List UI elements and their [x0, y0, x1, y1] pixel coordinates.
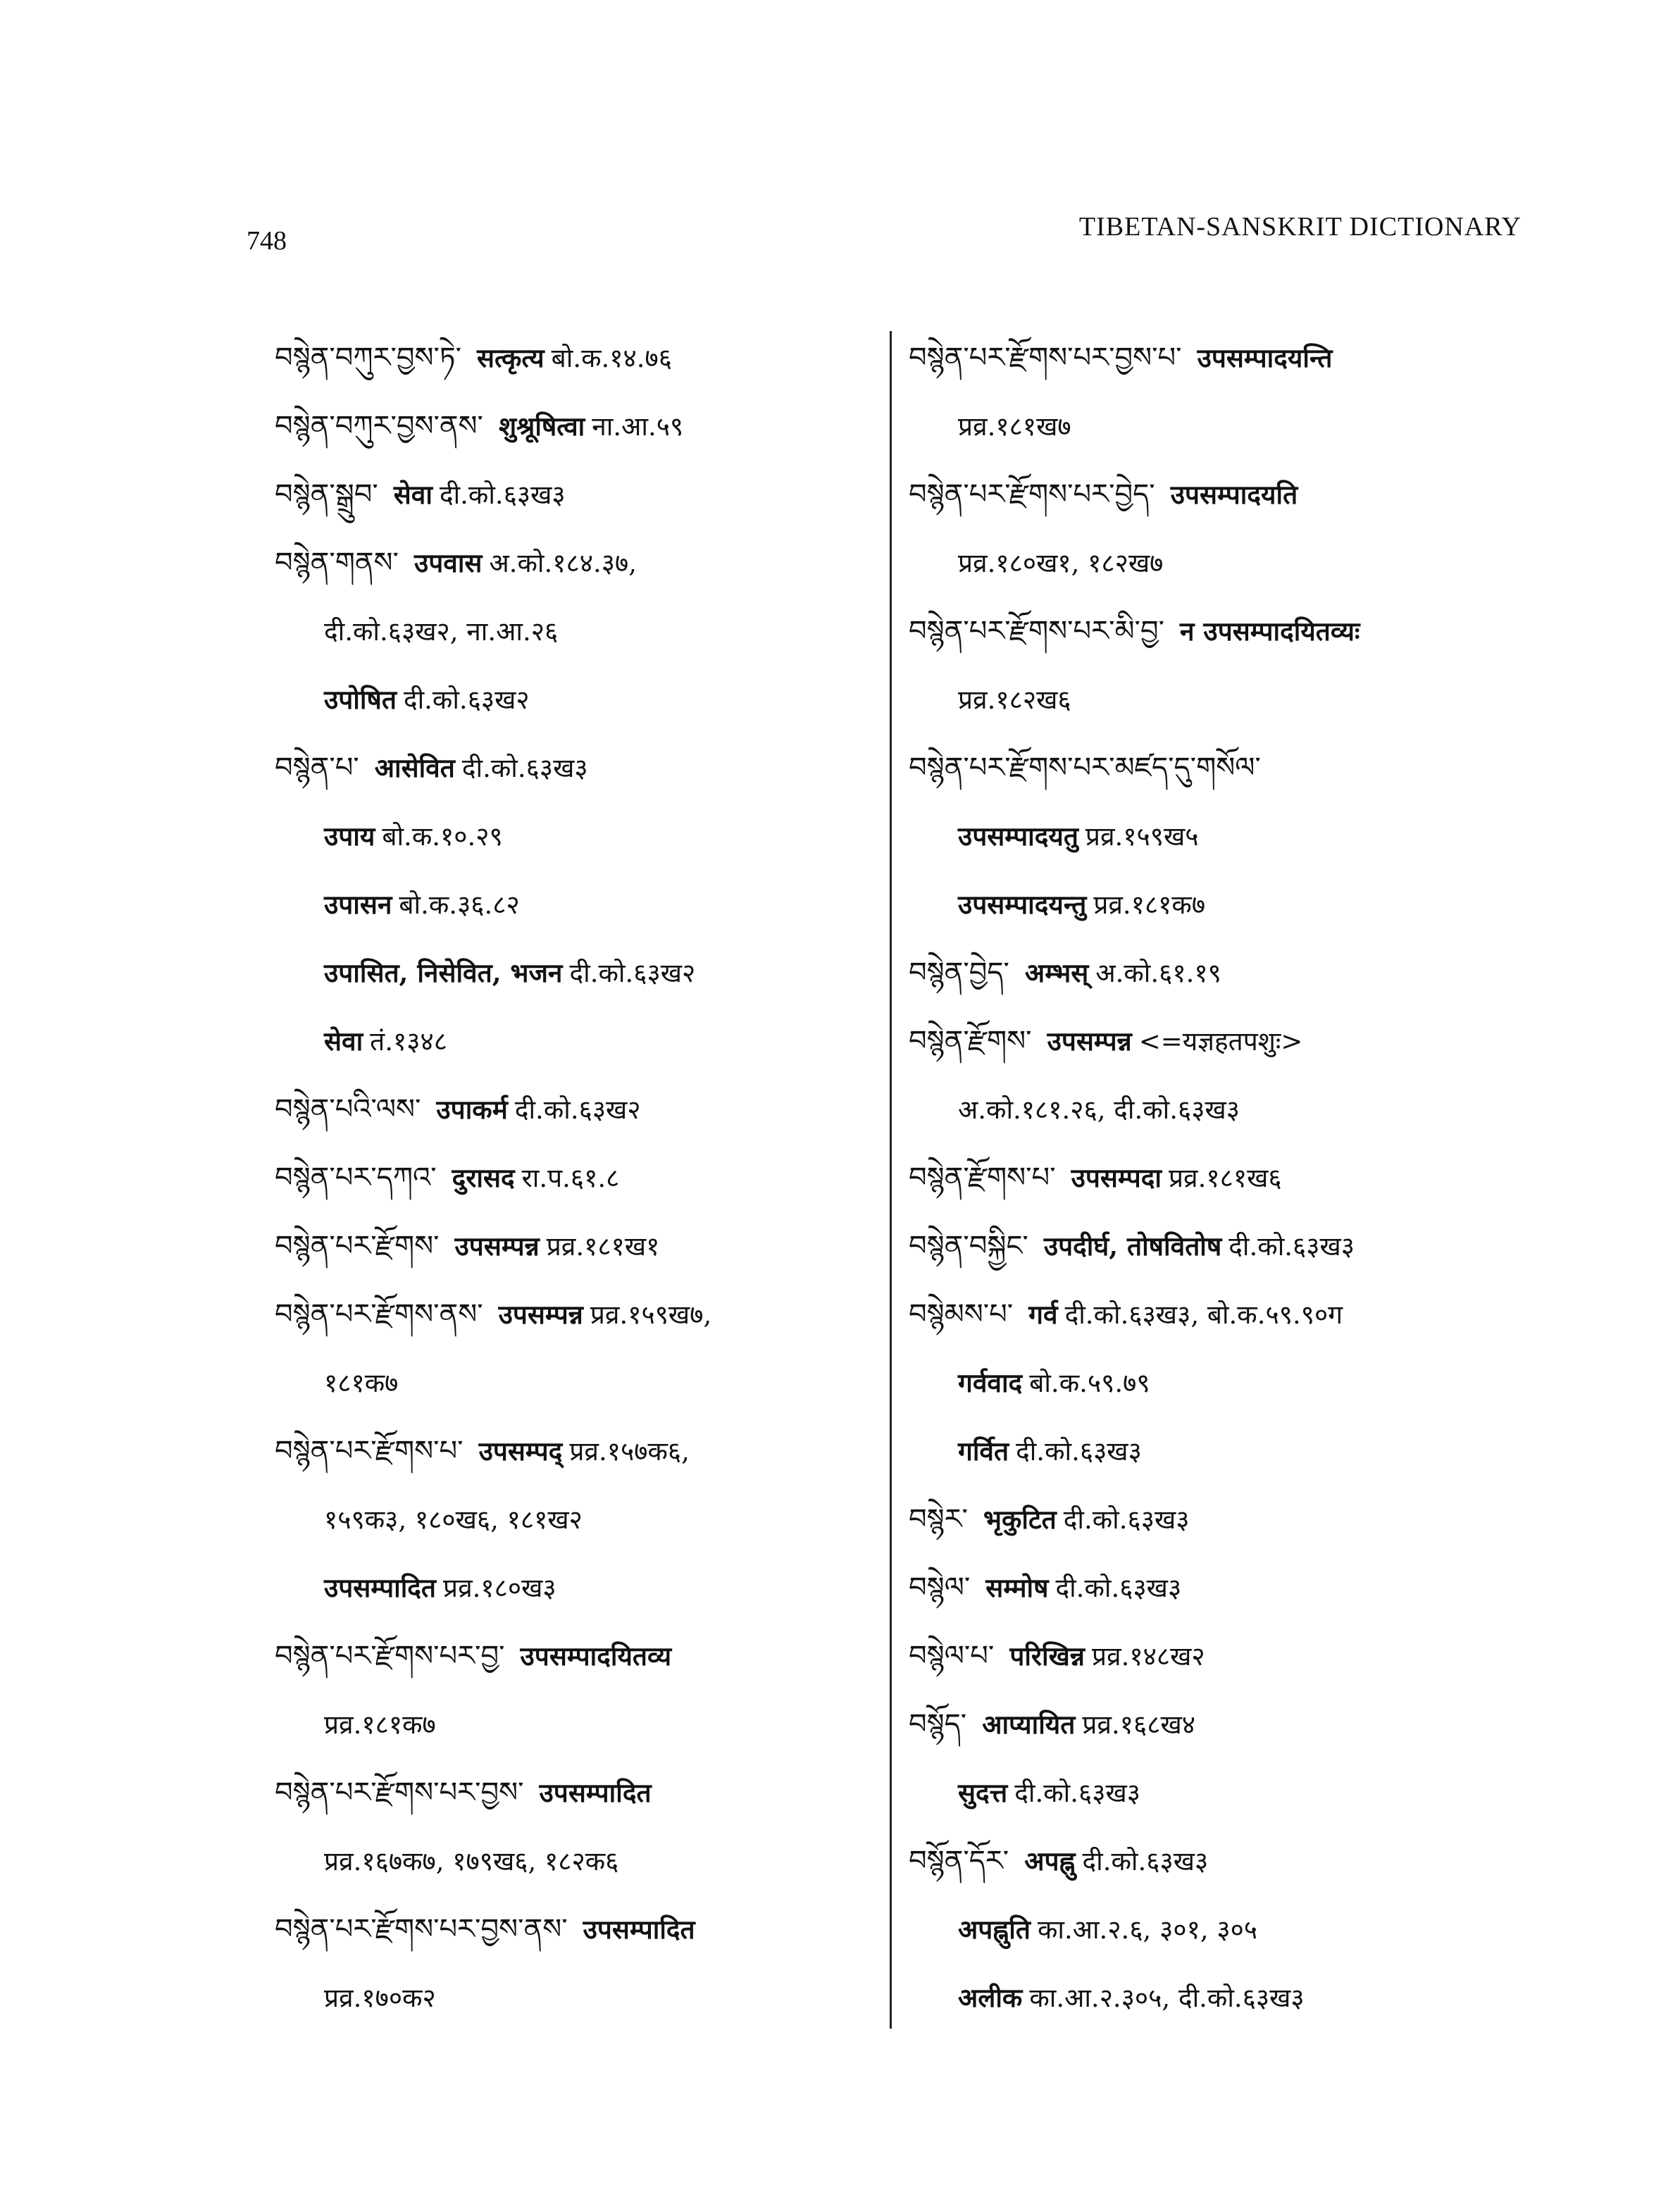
tibetan-headword: བསྙེན་པར་རྫོགས་པ་	[275, 1435, 463, 1467]
sanskrit-equivalent: उपसम्पन्न	[1047, 1026, 1132, 1057]
dictionary-line	[275, 1622, 859, 1691]
source-reference: प्रव्र.१८०ख१, १८२ख७	[958, 548, 1164, 578]
dictionary-line	[909, 1417, 1514, 1486]
source-reference: दी.को.६३ख३, बो.क.५९.९०ग	[1064, 1300, 1343, 1330]
dictionary-line	[909, 1007, 1514, 1076]
tibetan-headword: བསྙེན་པའི་ལས་	[275, 1093, 421, 1126]
source-reference: अ.को.१८४.३७,	[489, 548, 637, 578]
sanskrit-equivalent: दुरासद	[452, 1162, 515, 1193]
tibetan-headword: བསྙེན་པར་དཀའ་	[275, 1162, 437, 1194]
source-reference: अ.को.६१.१९	[1095, 958, 1221, 988]
sanskrit-equivalent: उपासन	[324, 889, 392, 920]
tibetan-headword: བསྙེན་པར་རྫོགས་པར་བྱས་ནས་	[275, 1913, 568, 1945]
running-title: TIBETAN-SANSKRIT DICTIONARY	[1078, 212, 1522, 242]
left-column	[275, 324, 859, 2032]
dictionary-line	[275, 871, 859, 939]
source-reference: प्रव्र.१८१क७	[324, 1710, 436, 1740]
sanskrit-equivalent: उपसम्पादित	[539, 1777, 652, 1808]
sanskrit-equivalent: उपसम्पादित	[583, 1914, 695, 1945]
source-reference: प्रव्र.१५९ख५	[1085, 821, 1199, 852]
dictionary-line	[275, 597, 859, 666]
dictionary-line	[909, 666, 1514, 734]
sanskrit-equivalent: गर्व	[1028, 1299, 1058, 1330]
sanskrit-equivalent: उपाकर्म	[436, 1094, 508, 1125]
dictionary-line	[909, 1622, 1514, 1691]
sanskrit-equivalent: सम्मोष	[985, 1572, 1049, 1603]
tibetan-headword: བསྙེལ་པ་	[909, 1640, 995, 1672]
sanskrit-equivalent: सेवा	[324, 1026, 363, 1057]
tibetan-headword: བསྙེན་གནས་	[275, 547, 399, 579]
source-reference: दी.को.६३ख३	[461, 753, 588, 783]
tibetan-headword: བསྙེན་རྫོགས་པ་	[909, 1162, 1056, 1194]
source-reference: दी.को.६३ख३	[1055, 1573, 1182, 1603]
tibetan-headword: བསྙེར་	[909, 1503, 968, 1536]
source-reference: <=यज्ञहतपशुः>	[1138, 1026, 1303, 1057]
sanskrit-equivalent: उपदीर्घ, तोषवितोष	[1043, 1231, 1222, 1262]
sanskrit-equivalent: न उपसम्पादयितव्यः	[1180, 616, 1360, 647]
tibetan-headword: བསྙེན་བཀུར་བྱས་ནས་	[275, 410, 483, 442]
sanskrit-equivalent: उपासित, निसेवित, भजन	[324, 957, 563, 988]
dictionary-line	[275, 734, 859, 802]
dictionary-line	[275, 461, 859, 529]
source-reference: रा.प.६१.८	[521, 1163, 620, 1193]
tibetan-headword: བསྙེན་པར་རྫོགས་པར་བྱ་	[275, 1640, 505, 1672]
dictionary-line	[275, 1486, 859, 1554]
source-reference: दी.को.६३ख३	[439, 480, 566, 510]
source-reference: ना.आ.५९	[592, 411, 684, 442]
sanskrit-equivalent: सत्कृत्य	[477, 342, 545, 373]
source-reference: प्रव्र.१८१ख६	[1168, 1163, 1282, 1193]
tibetan-headword: བསྙེན་པ་	[275, 752, 359, 784]
dictionary-line	[275, 1759, 859, 1827]
right-column	[909, 324, 1514, 2032]
column-divider	[890, 331, 892, 2029]
sanskrit-equivalent: गर्वित	[958, 1436, 1009, 1467]
sanskrit-equivalent: परिखिन्न	[1009, 1640, 1085, 1671]
dictionary-line	[909, 1349, 1514, 1417]
source-reference: बो.क.३६.८२	[399, 890, 520, 920]
source-reference: दी.को.६३ख२, ना.आ.२६	[324, 616, 559, 647]
tibetan-headword: བསྙེན་པར་རྫོགས་པར་བྱེད་	[909, 478, 1155, 511]
source-reference: प्रव्र.१८१ख१	[546, 1231, 660, 1262]
source-reference: प्रव्र.१५९ख७,	[590, 1300, 712, 1330]
sanskrit-equivalent: उपवास	[413, 547, 483, 578]
tibetan-headword: བསྙེན་བཀུར་བྱས་ཏེ་	[275, 342, 461, 374]
dictionary-line	[909, 1964, 1514, 2032]
dictionary-line	[275, 1895, 859, 1964]
sanskrit-equivalent: अलीक	[958, 1982, 1023, 2013]
sanskrit-equivalent: सेवा	[393, 479, 433, 510]
dictionary-line	[275, 802, 859, 871]
sanskrit-equivalent: उपसम्पादयन्तु	[958, 889, 1087, 920]
dictionary-line	[909, 802, 1514, 871]
dictionary-line	[909, 1212, 1514, 1281]
dictionary-line	[275, 1349, 859, 1417]
source-reference: प्रव्र.१६७क७, १७९ख६, १८२क६	[324, 1846, 619, 1876]
source-reference: दी.को.६३ख३	[1063, 1505, 1190, 1535]
sanskrit-equivalent: उपसम्पादयतु	[958, 821, 1078, 852]
dictionary-line	[275, 1691, 859, 1759]
sanskrit-equivalent: उपसम्पन्न	[498, 1299, 583, 1330]
source-reference: दी.को.६३ख२	[403, 685, 530, 715]
dictionary-line	[909, 597, 1514, 666]
page-header	[247, 211, 1522, 254]
source-reference: दी.को.६३ख३	[1014, 1778, 1140, 1808]
tibetan-headword: བསྙོན་དོར་	[909, 1845, 1009, 1877]
source-reference: बो.क.१४.७६	[551, 343, 672, 373]
source-reference: का.आ.२.६, ३०१, ३०५	[1037, 1915, 1258, 1945]
tibetan-headword: བསྙེན་པར་རྫོགས་པར་བྱས་པ་	[909, 342, 1182, 374]
source-reference: बो.क.१०.२९	[382, 821, 503, 852]
sanskrit-equivalent: उपसम्पदा	[1071, 1162, 1162, 1193]
source-reference: दी.को.६३ख२	[514, 1095, 641, 1125]
tibetan-headword: བསྙེན་བསྐྱིང་	[909, 1230, 1028, 1262]
source-reference: १८१क७	[324, 1368, 399, 1398]
source-reference: अ.को.१८१.२६, दी.को.६३ख३	[958, 1095, 1240, 1125]
tibetan-headword: བསྙེན་སྒྲུབ་	[275, 478, 378, 511]
source-reference: प्रव्र.१७०क२	[324, 1983, 436, 2013]
dictionary-line	[275, 1007, 859, 1076]
dictionary-line	[909, 1281, 1514, 1349]
dictionary-line	[909, 871, 1514, 939]
dictionary-line	[909, 1895, 1514, 1964]
source-reference: प्रव्र.१८२ख६	[958, 685, 1071, 715]
dictionary-line	[275, 324, 859, 392]
source-reference: दी.को.६३ख३	[1228, 1231, 1355, 1262]
dictionary-line	[909, 392, 1514, 461]
tibetan-headword: བསྙེམས་པ་	[909, 1298, 1014, 1331]
sanskrit-equivalent: आसेवित	[374, 752, 455, 783]
tibetan-headword: བསྙེན་པར་རྫོགས་པར་བྱས་	[275, 1776, 524, 1809]
dictionary-line	[909, 1144, 1514, 1212]
sanskrit-equivalent: अपह्नुति	[958, 1914, 1031, 1945]
sanskrit-equivalent: गर्ववाद	[958, 1367, 1023, 1398]
dictionary-line	[275, 1827, 859, 1895]
dictionary-line	[275, 1964, 859, 2032]
tibetan-headword: བསྙེལ་	[909, 1571, 971, 1604]
source-reference: प्रव्र.१८१ख७	[958, 411, 1071, 442]
source-reference: प्रव्र.१८१क७	[1093, 890, 1206, 920]
tibetan-headword: བསྙེན་རྫོགས་	[909, 1025, 1032, 1057]
source-reference: दी.को.६३ख३	[1016, 1436, 1142, 1467]
dictionary-line	[275, 392, 859, 461]
tibetan-headword: བསྙེན་པར་རྫོགས་	[275, 1230, 440, 1262]
sanskrit-equivalent: उपसम्पन्न	[454, 1231, 540, 1262]
sanskrit-equivalent: उपसम्पादित	[324, 1572, 437, 1603]
source-reference: प्रव्र.१६८ख४	[1082, 1710, 1195, 1740]
dictionary-line	[909, 1554, 1514, 1622]
sanskrit-equivalent: उपसम्पादयति	[1170, 479, 1298, 510]
sanskrit-equivalent: शुश्रूषित्वा	[498, 411, 585, 442]
tibetan-headword: བསྙེན་པར་རྫོགས་པར་མི་བྱ་	[909, 615, 1164, 647]
sanskrit-equivalent: उपाय	[324, 821, 375, 852]
sanskrit-equivalent: आप्यायित	[982, 1709, 1076, 1740]
dictionary-line	[909, 324, 1514, 392]
sanskrit-equivalent: उपसम्पद्	[478, 1436, 563, 1467]
dictionary-line	[275, 1281, 859, 1349]
dictionary-line	[275, 1212, 859, 1281]
sanskrit-equivalent: अपह्नु	[1024, 1845, 1076, 1876]
dictionary-line	[909, 461, 1514, 529]
sanskrit-equivalent: उपसम्पादयन्ति	[1197, 342, 1333, 373]
dictionary-line	[275, 1076, 859, 1144]
dictionary-line	[275, 529, 859, 597]
dictionary-line	[909, 939, 1514, 1007]
dictionary-line	[909, 734, 1514, 802]
dictionary-line	[909, 1827, 1514, 1895]
sanskrit-equivalent: अम्भस्	[1024, 957, 1089, 988]
source-reference: १५९क३, १८०ख६, १८१ख२	[324, 1505, 583, 1535]
dictionary-line	[275, 1554, 859, 1622]
dictionary-line	[909, 1759, 1514, 1827]
source-reference: दी.को.६३ख२	[569, 958, 696, 988]
source-reference: प्रव्र.१५७क६,	[569, 1436, 690, 1467]
tibetan-headword: བསྙེན་པར་རྫོགས་ནས་	[275, 1298, 483, 1331]
dictionary-line	[909, 1691, 1514, 1759]
source-reference: तं.१३४८	[370, 1026, 447, 1057]
tibetan-headword: བསྙེན་བྱེད་	[909, 957, 1009, 989]
dictionary-line	[909, 529, 1514, 597]
sanskrit-equivalent: सुदत्त	[958, 1777, 1008, 1808]
tibetan-headword: བསྙོད་	[909, 1708, 967, 1741]
sanskrit-equivalent: उपसम्पादयितव्य	[520, 1640, 672, 1671]
sanskrit-equivalent: भृकुटित	[983, 1504, 1057, 1535]
source-reference: बो.क.५९.७९	[1029, 1368, 1150, 1398]
dictionary-line	[909, 1076, 1514, 1144]
source-reference: का.आ.२.३०५, दी.को.६३ख३	[1029, 1983, 1305, 2013]
source-reference: दी.को.६३ख३	[1082, 1846, 1209, 1876]
dictionary-line	[909, 1486, 1514, 1554]
dictionary-line	[275, 1417, 859, 1486]
dictionary-line	[275, 1144, 859, 1212]
sanskrit-equivalent: उपोषित	[324, 684, 397, 715]
dictionary-line	[275, 666, 859, 734]
source-reference: प्रव्र.१४८ख२	[1092, 1641, 1205, 1671]
dictionary-line	[275, 939, 859, 1007]
source-reference: प्रव्र.१८०ख३	[443, 1573, 556, 1603]
page-number: 748	[247, 226, 287, 256]
tibetan-headword: བསྙེན་པར་རྫོགས་པར་མཛད་དུ་གསོལ་	[909, 752, 1261, 784]
